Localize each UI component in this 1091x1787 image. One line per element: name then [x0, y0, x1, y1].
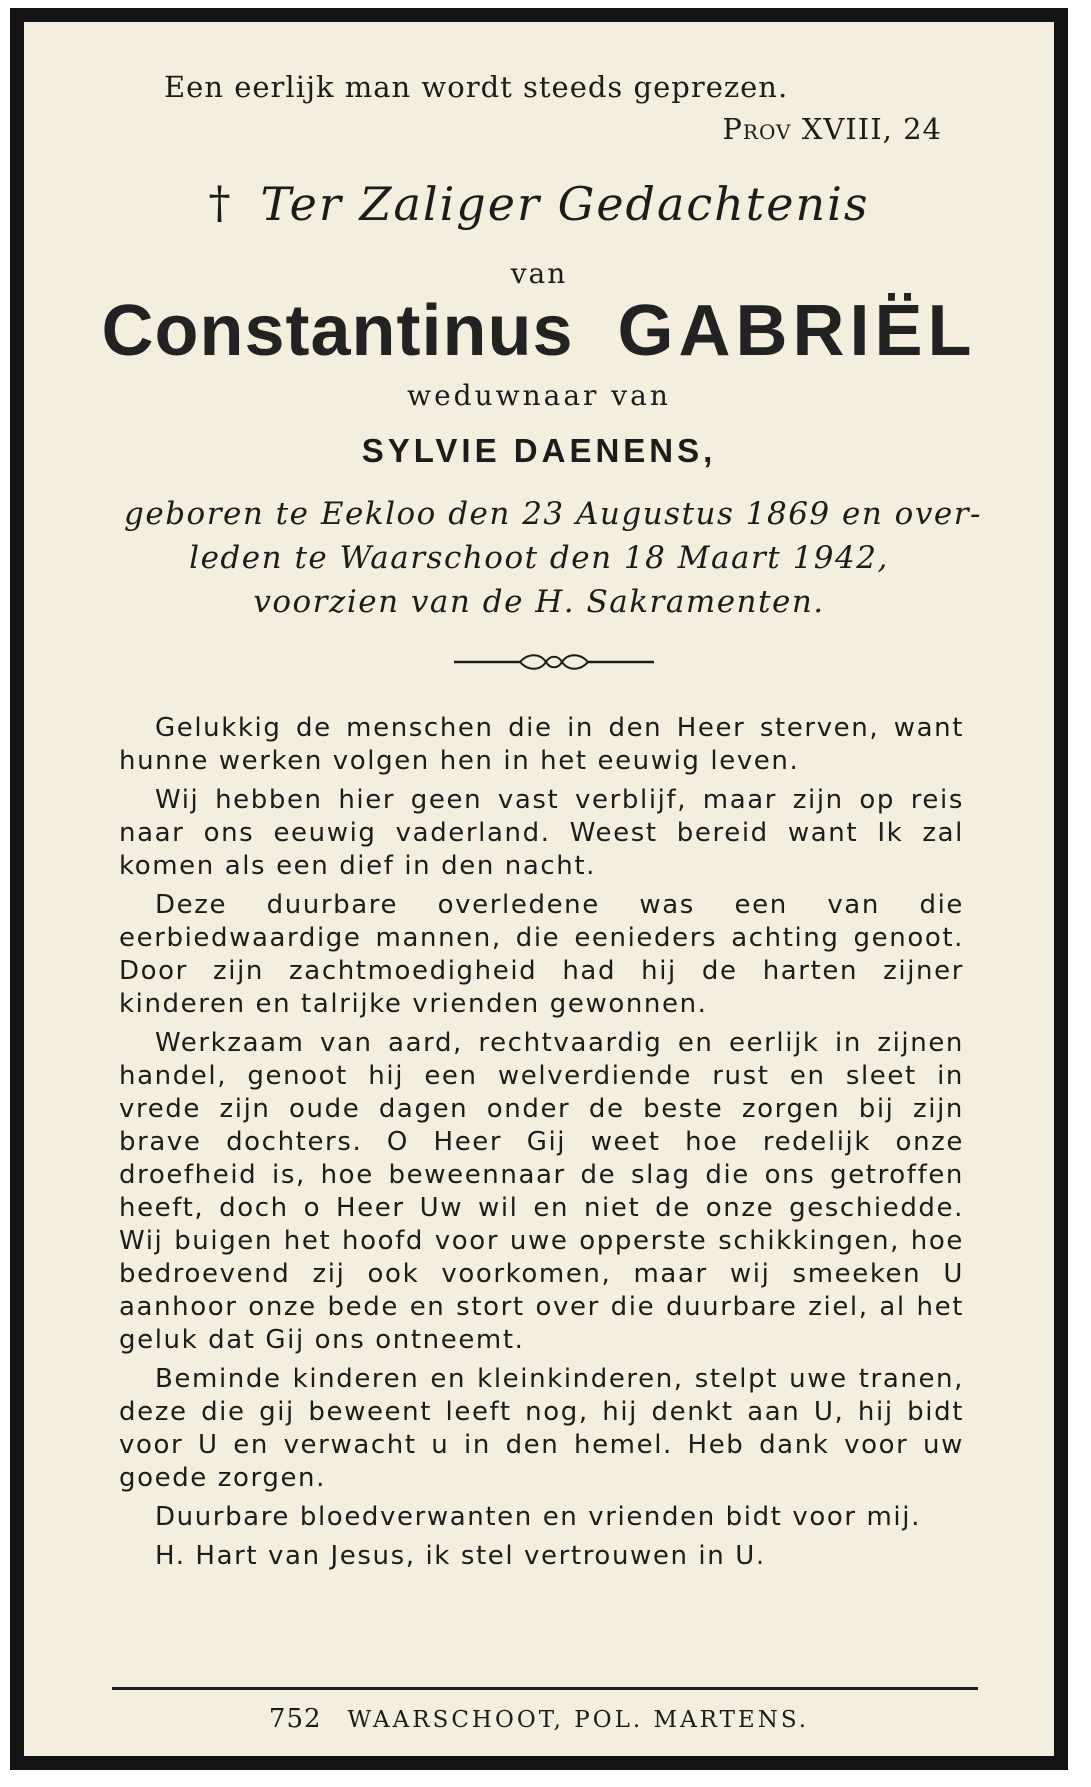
motto-reference: Prov XVIII, 24 — [722, 112, 942, 146]
paragraph: Wij hebben hier geen vast verblijf, maar zijn op reis naar ons eeuwig vaderland. Weest bereid want Ik zal komen als een dief in den nacht. — [119, 785, 964, 881]
cross-icon: † — [208, 178, 233, 229]
card-content — [24, 22, 1054, 1756]
paragraph: Duurbare bloedverwanten en vrienden bidt voor mij. — [155, 1502, 921, 1532]
paragraph: Werkzaam van aard, rechtvaardig en eerlijk in zijnen handel, genoot hij een welverdiende rust en sleet in vrede zijn oude dagen onder de beste zorgen bij zijn brave dochters. O Heer Gij weet hoe redelijk onze droefheid is, hoe beweennaar de slag die ons getroffen heeft, doch o Heer Uw wil en niet de onze geschiedde. Wij buigen het hoofd voor uwe opperste schikkingen, hoe bedroevend zij ook voorkomen, maar wij smeeken U aanhoor onze bede en stort over die duurbare ziel, al het geluk dat Gij ons ontneemt. — [119, 1028, 964, 1355]
paragraph: Gelukkig de menschen die in den Heer sterven, want hunne werken volgen hen in het eeuwig leven. — [119, 713, 964, 776]
card-number: 752 — [268, 1704, 322, 1734]
paragraph: H. Hart van Jesus, ik stel vertrouwen in U. — [155, 1541, 766, 1571]
printer-name: WAARSCHOOT, POL. MARTENS. — [347, 1707, 810, 1733]
deceased-given-name: Constantinus — [101, 291, 574, 371]
footer-divider — [112, 1687, 978, 1690]
memorial-text — [119, 712, 964, 1579]
spouse-name: SYLVIE DAENENS, — [361, 432, 717, 469]
motto-quote: Een eerlijk man wordt steeds geprezen. — [164, 70, 789, 104]
paragraph: Beminde kinderen en kleinkinderen, stelpt uwe tranen, deze die gij beweent leeft nog, hij denkt aan U, hij bidt voor U en verwacht u in den hemel. Heb dank voor uw goede zorgen. — [119, 1364, 964, 1493]
deceased-surname: GABRIËL — [617, 291, 977, 371]
dates-line: geboren te Eekloo den 23 Augustus 1869 en over- — [124, 496, 982, 532]
flourish-divider-icon — [454, 650, 654, 674]
memorial-title: Ter Zaliger Gedachtenis — [260, 177, 870, 231]
dates-line: leden te Waarschoot den 18 Maart 1942, — [189, 540, 889, 576]
dates-line: voorzien van de H. Sakramenten. — [253, 584, 825, 620]
van-label: van — [510, 257, 568, 290]
printer-imprint — [24, 1704, 1054, 1734]
memorial-card — [10, 8, 1068, 1770]
relation-label: weduwnaar van — [407, 379, 671, 412]
paragraph: Deze duurbare overledene was een van die eerbiedwaardige mannen, die eenieders achting genoot. Door zijn zachtmoedigheid had hij de harten zijner kinderen en talrijke vrienden gewonnen. — [119, 890, 964, 1019]
memorial-heading — [24, 177, 1054, 231]
birth-death-dates — [124, 492, 982, 624]
deceased-name — [24, 290, 1054, 372]
